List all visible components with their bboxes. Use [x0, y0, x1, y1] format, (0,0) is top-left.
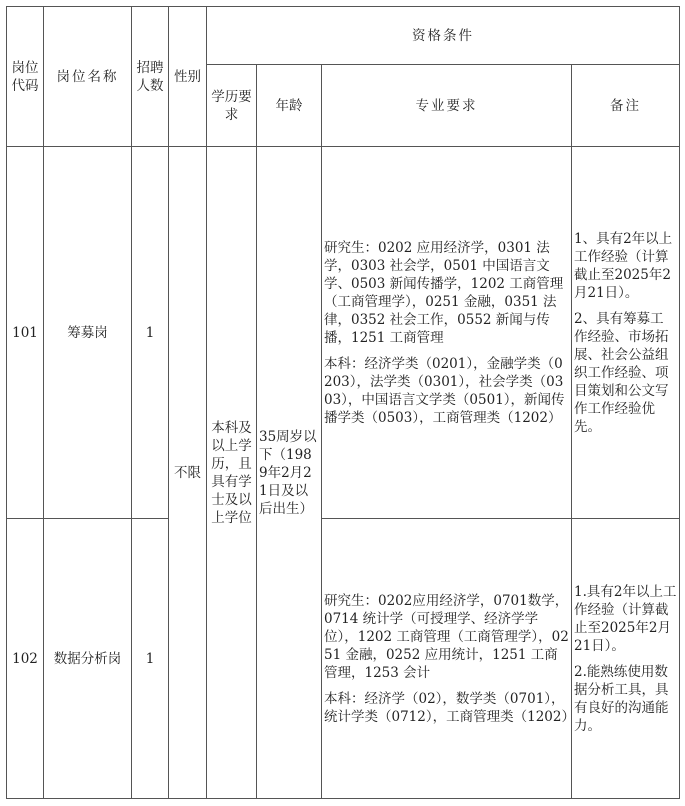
gender-value: 不限	[169, 147, 207, 799]
major-undergraduate: 本科：经济学（02），数学类（0701），统计学类（0712），工商管理类（1202）	[324, 690, 575, 725]
major-graduate: 研究生：0202应用经济学，0701数学，0714 统计学（可授理学、经济学学位），1202 工商管理（工商管理学），0251 金融，0252 应用统计，1251 工商管理，1253 会计	[324, 592, 569, 681]
job-notes	[572, 147, 680, 519]
note-experience: 1、具有2年以上工作经验（计算截止至2025年2月21日）。	[574, 230, 673, 301]
header-count: 招聘人数	[132, 7, 169, 147]
note-experience: 1.具有2年以上工作经验（计算截止至2025年2月21日）。	[574, 583, 677, 654]
job-count: 1	[132, 147, 169, 519]
header-major: 专业要求	[322, 65, 572, 147]
job-name: 筹募岗	[44, 147, 132, 519]
note-preference: 2、具有筹募工作经验、市场拓展、社会公益组织工作经验、项目策划和公文写作工作经验优先。	[574, 310, 669, 435]
recruitment-table	[6, 6, 680, 799]
table-row	[7, 147, 680, 519]
job-name: 数据分析岗	[44, 519, 132, 799]
job-code: 101	[7, 147, 44, 519]
job-count: 1	[132, 519, 169, 799]
major-graduate: 研究生：0202 应用经济学，0301 法学，0303 社会学，0501 中国语言文学、0503 新闻传播学，1202 工商管理（工商管理学），0251 金融，0351 法律，0352 社会工作，0552 新闻与传播，1251 工商管理	[324, 239, 564, 346]
age-requirement: 35周岁以下（1989年2月21日及以后出生）	[257, 147, 322, 799]
major-undergraduate: 本科：经济学类（0201），金融学类（0203），法学类（0301），社会学类（0303），中国语言文学类（0501），新闻传播学类（0503），工商管理类（1202）	[324, 355, 565, 426]
major-requirement	[322, 147, 572, 519]
header-notes: 备注	[572, 65, 680, 147]
header-gender: 性别	[169, 7, 207, 147]
header-qualification: 资格条件	[207, 7, 680, 65]
education-requirement: 本科及以上学历，且具有学士及以上学位	[207, 147, 257, 799]
header-age: 年龄	[257, 65, 322, 147]
note-preference: 2.能熟练使用数据分析工具，具有良好的沟通能力。	[574, 663, 669, 734]
table-row	[7, 519, 680, 799]
header-name: 岗位名称	[44, 7, 132, 147]
header-code: 岗位代码	[7, 7, 44, 147]
job-notes	[572, 519, 680, 799]
job-code: 102	[7, 519, 44, 799]
major-requirement	[322, 519, 575, 799]
header-education: 学历要求	[207, 65, 257, 147]
header-row-1	[7, 7, 680, 65]
